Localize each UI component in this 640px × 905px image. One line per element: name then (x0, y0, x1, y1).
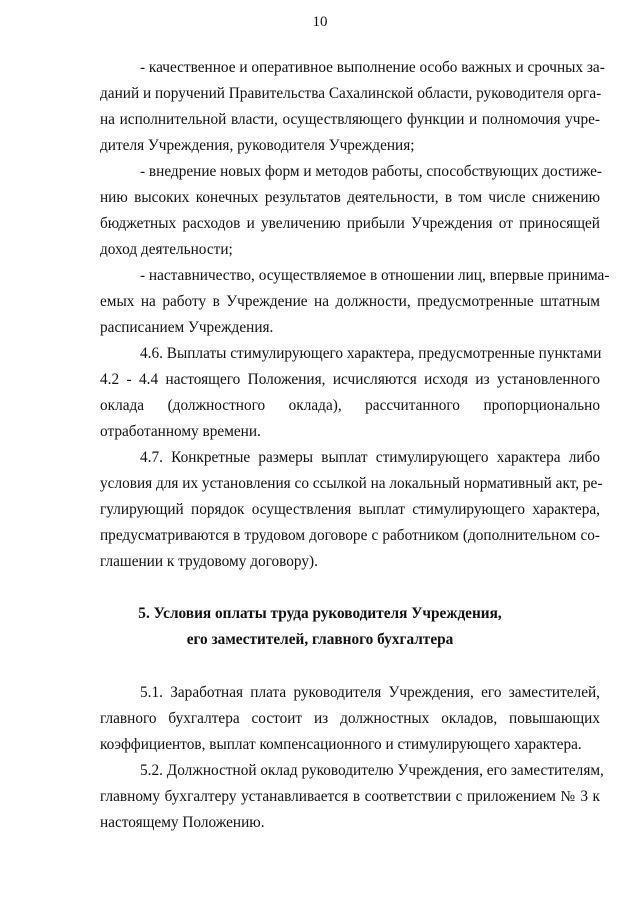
paragraph-line: условия для их установления со ссылкой на локальный нормативный акт, ре- (100, 475, 603, 492)
paragraph-line: даний и поручений Правительства Сахалинской области, руководителя орга- (100, 85, 602, 102)
paragraph-line: 5.2. Должностной оклад руководителю Учреждения, его заместителям, (140, 762, 604, 779)
paragraph-line: на исполнительной власти, осуществляющего функции и полномочия учре- (100, 111, 600, 128)
paragraph-line: бюджетных расходов и увеличению прибыли Учреждения от приносящей (100, 215, 600, 232)
paragraph-line: коэффициентов, выплат компенсационного и стимулирующего характера. (100, 736, 582, 753)
page-number: 10 (312, 14, 328, 30)
paragraph-line: гулирующий порядок осуществления выплат стимулирующего характера, (100, 501, 600, 518)
paragraph-line: главного бухгалтера состоит из должностных окладов, повышающих (100, 710, 600, 727)
section-heading: его заместителей, главного бухгалтера (186, 631, 454, 648)
paragraph-line: отработанному времени. (100, 423, 261, 440)
paragraph-line: предусматриваются в трудовом договоре с работником (дополнительном со- (100, 527, 600, 544)
paragraph-line: емых на работу в Учреждение на должности, предусмотренные штатным (100, 293, 600, 310)
paragraph-line: - внедрение новых форм и методов работы, способствующих достиже- (140, 163, 602, 180)
paragraph-line: - наставничество, осуществляемое в отношении лиц, впервые принима- (140, 267, 610, 284)
paragraph-line: 4.6. Выплаты стимулирующего характера, предусмотренные пунктами (140, 345, 602, 362)
paragraph-line: оклада (должностного оклада), рассчитанного пропорционально (100, 397, 600, 414)
paragraph-line: глашении к трудовому договору). (100, 553, 318, 570)
paragraph-line: главному бухгалтеру устанавливается в соответствии с приложением № 3 к (100, 788, 600, 805)
section-heading: 5. Условия оплаты труда руководителя Учреждения, (138, 605, 502, 622)
paragraph-line: нию высоких конечных результатов деятельности, в том числе снижению (100, 189, 600, 206)
paragraph-line: доход деятельности; (100, 241, 233, 258)
paragraph-line: настоящему Положению. (100, 814, 265, 831)
paragraph-line: - качественное и оперативное выполнение особо важных и срочных за- (140, 59, 605, 76)
paragraph-line: 5.1. Заработная плата руководителя Учреждения, его заместителей, (140, 684, 600, 701)
paragraph-line: дителя Учреждения, руководителя Учреждения; (100, 137, 415, 154)
paragraph-line: 4.2 - 4.4 настоящего Положения, исчисляются исходя из установленного (100, 371, 600, 388)
paragraph-line: расписанием Учреждения. (100, 319, 274, 336)
paragraph-line: 4.7. Конкретные размеры выплат стимулирующего характера либо (140, 449, 600, 466)
